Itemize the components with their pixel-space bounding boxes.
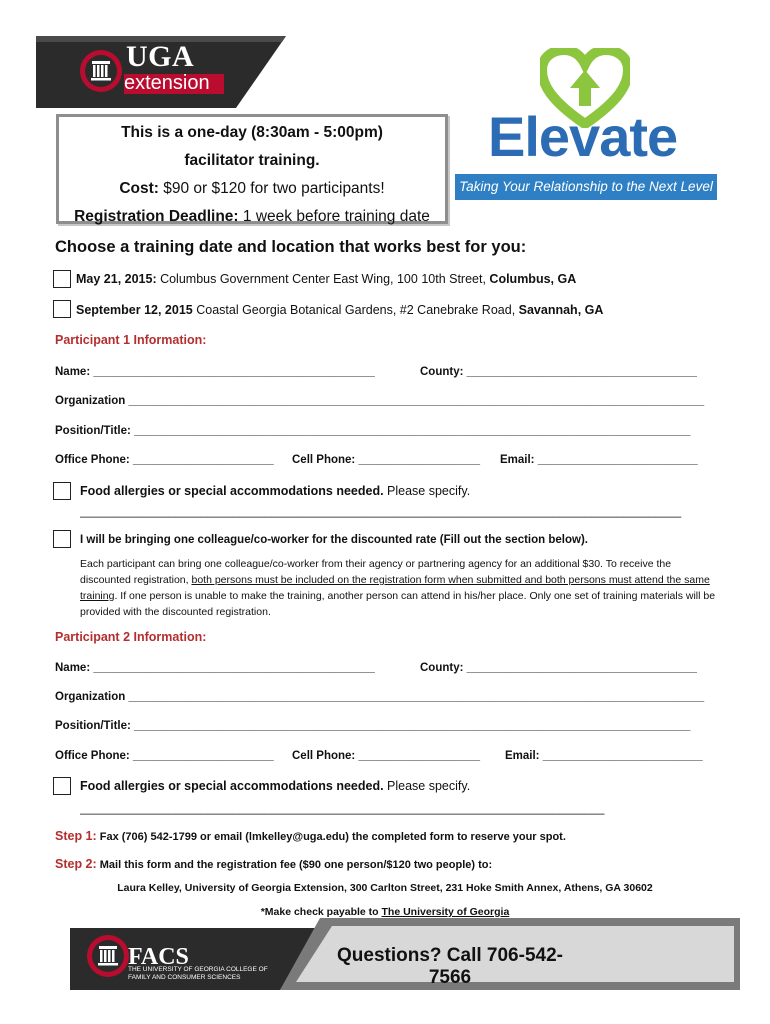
payable-prefix: *Make check payable to xyxy=(260,906,382,918)
facs-logo-text: FACS xyxy=(128,944,189,970)
step2 xyxy=(55,857,492,871)
participant2-cell-phone-field[interactable]: Cell Phone: ___________________ xyxy=(292,750,480,762)
participant1-title: Participant 1 Information: xyxy=(55,333,207,347)
note-text-b: . If one person is unable to make the training, another person can attend in his/her place. Only one set of training materials will be provided with the discounted registration. xyxy=(80,590,716,618)
participant1-county-field[interactable]: County: ____________________________________ xyxy=(420,366,697,378)
deadline-label: Registration Deadline: xyxy=(74,208,239,225)
participant1-name-field[interactable]: Name: ____________________________________________ xyxy=(55,366,375,378)
facs-subtitle: THE UNIVERSITY OF GEORGIA COLLEGE OF FAMILY AND CONSUMER SCIENCES xyxy=(128,966,268,981)
participant1-allergy-line[interactable]: ______________________________________________________________________________________________ xyxy=(80,506,682,518)
cost-value: $90 or $120 for two participants! xyxy=(158,180,385,197)
payable-name: The University of Georgia xyxy=(381,906,510,918)
option-place: Columbus Government Center East Wing, 100 10th Street, xyxy=(156,272,490,286)
step2-label: Step 2: xyxy=(55,857,97,871)
step1 xyxy=(55,829,566,843)
colleague-note xyxy=(80,556,720,620)
participant2-county-field[interactable]: County: ____________________________________ xyxy=(420,662,697,674)
colleague-checkbox[interactable] xyxy=(53,530,71,548)
option-date: September 12, 2015 xyxy=(76,303,193,317)
allergy-rest: Please specify. xyxy=(383,779,471,793)
participant2-organization-field[interactable]: Organization __________________________________________________________________________________________ xyxy=(55,691,705,703)
participant2-allergy-label xyxy=(80,779,470,793)
choose-heading: Choose a training date and location that works best for you: xyxy=(55,238,527,256)
allergy-rest: Please specify. xyxy=(383,484,471,498)
option-date: May 21, 2015: xyxy=(76,272,157,286)
step1-text: Fax (706) 542-1799 or email (lmkelley@uga.edu) the completed form to reserve your spot. xyxy=(96,831,566,843)
option-place: Coastal Georgia Botanical Gardens, #2 Canebrake Road, xyxy=(192,303,519,317)
participant1-organization-field[interactable]: Organization __________________________________________________________________________________________ xyxy=(55,395,705,407)
note-text-a: Each participant can bring one colleague/co-worker from their agency or partnering agency for an additional $30. To receive the discounted registration, xyxy=(80,558,672,586)
step2-text: Mail this form and the registration fee ($90 one person/$120 two people) to: xyxy=(96,859,493,871)
participant1-office-phone-field[interactable]: Office Phone: ______________________ xyxy=(55,454,274,466)
participant2-name-field[interactable]: Name: ____________________________________________ xyxy=(55,662,375,674)
option-september xyxy=(76,303,603,317)
info-line2: facilitator training. xyxy=(184,152,320,169)
participant2-position-field[interactable]: Position/Title: _______________________________________________________________________________________ xyxy=(55,720,691,732)
participant1-cell-phone-field[interactable]: Cell Phone: ___________________ xyxy=(292,454,480,466)
check-payable xyxy=(0,906,770,918)
note-underlined: both persons must be included on the registration form when submitted and both persons must attend the same training xyxy=(80,574,710,602)
step1-label: Step 1: xyxy=(55,829,97,843)
participant1-allergy-label xyxy=(80,484,470,498)
option-september-checkbox[interactable] xyxy=(53,300,71,318)
colleague-label: I will be bringing one colleague/co-worker for the discounted rate (Fill out the section below). xyxy=(80,534,588,546)
uga-extension-text: extension xyxy=(124,72,210,94)
allergy-bold: Food allergies or special accommodations needed. xyxy=(80,484,384,498)
option-city: Columbus, GA xyxy=(489,272,577,286)
elevate-logo-text: Elevate xyxy=(488,105,678,168)
info-line1: This is a one-day (8:30am - 5:00pm) xyxy=(121,124,383,141)
participant1-email-field[interactable]: Email: _________________________ xyxy=(500,454,698,466)
participant2-email-field[interactable]: Email: _________________________ xyxy=(505,750,703,762)
participant2-office-phone-field[interactable]: Office Phone: ______________________ xyxy=(55,750,274,762)
option-city: Savannah, GA xyxy=(518,303,604,317)
participant2-allergy-checkbox[interactable] xyxy=(53,777,71,795)
cost-label: Cost: xyxy=(119,180,159,197)
mailing-address: Laura Kelley, University of Georgia Extension, 300 Carlton Street, 231 Hoke Smith Annex, Athens, GA 30602 xyxy=(117,882,653,894)
questions-call: Questions? Call 706-542-7566 xyxy=(337,945,563,988)
option-may-checkbox[interactable] xyxy=(53,270,71,288)
allergy-bold: Food allergies or special accommodations needed. xyxy=(80,779,384,793)
elevate-tagline: Taking Your Relationship to the Next Level xyxy=(455,174,717,200)
participant2-title: Participant 2 Information: xyxy=(55,630,207,644)
uga-logo-text: UGA xyxy=(126,40,195,73)
participant2-allergy-line[interactable]: __________________________________________________________________________________ xyxy=(80,803,605,815)
participant1-position-field[interactable]: Position/Title: _______________________________________________________________________________________ xyxy=(55,425,691,437)
option-may xyxy=(76,272,576,286)
participant1-allergy-checkbox[interactable] xyxy=(53,482,71,500)
training-info-box xyxy=(56,114,448,224)
deadline-value: 1 week before training date xyxy=(238,208,430,225)
